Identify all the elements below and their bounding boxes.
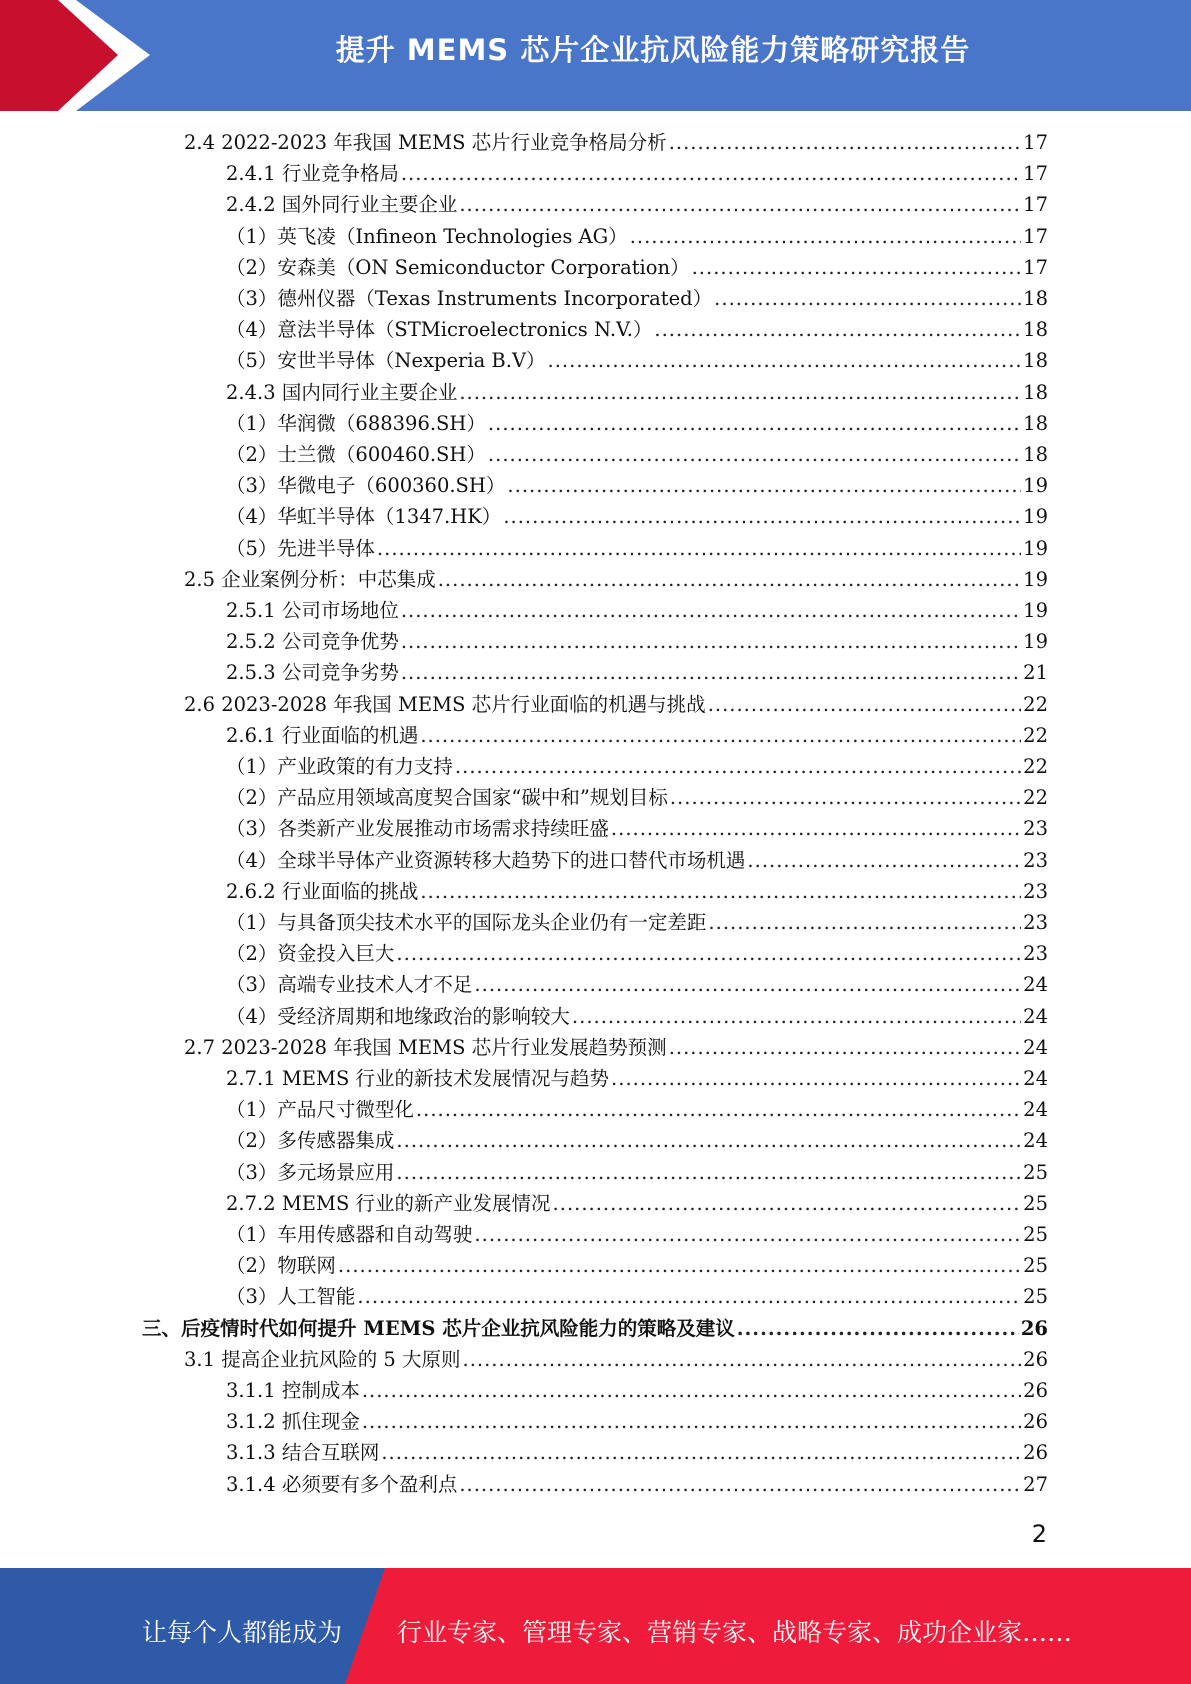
toc-entry-label: 2.5.3 公司竞争劣势 — [226, 661, 399, 684]
toc-leader-dots — [396, 938, 1021, 969]
toc-entry-page: 22 — [1023, 693, 1048, 716]
toc-entry-page: 24 — [1023, 1098, 1048, 1121]
toc-entry-page: 21 — [1023, 661, 1048, 684]
toc-entry-label: （4）意法半导体（STMicroelectronics N.V.） — [226, 318, 653, 341]
toc-entry-label: 2.4 2022-2023 年我国 MEMS 芯片行业竞争格局分析 — [184, 131, 667, 154]
toc-entry[interactable] — [226, 1157, 1048, 1188]
toc-leader-dots — [420, 876, 1021, 907]
toc-entry-label: （5）先进半导体 — [226, 537, 375, 560]
toc-entry-label: 2.5 企业案例分析：中芯集成 — [184, 568, 436, 591]
toc-entry-page: 19 — [1023, 537, 1048, 560]
toc-entry[interactable] — [226, 1437, 1048, 1468]
toc-entry-page: 17 — [1023, 131, 1048, 154]
toc-leader-dots — [338, 1250, 1021, 1281]
toc-leader-dots — [474, 1219, 1021, 1250]
toc-entry[interactable] — [226, 377, 1048, 408]
toc-entry-page: 17 — [1023, 225, 1048, 248]
toc-entry-label: （2）物联网 — [226, 1254, 336, 1277]
toc-leader-dots — [737, 1313, 1019, 1344]
toc-entry-label: （1）产品尺寸微型化 — [226, 1098, 414, 1121]
toc-leader-dots — [747, 845, 1021, 876]
toc-entry-page: 18 — [1023, 349, 1048, 372]
toc-entry-page: 24 — [1023, 1005, 1048, 1028]
toc-entry[interactable] — [142, 1313, 1048, 1344]
toc-leader-dots — [488, 439, 1021, 470]
toc-leader-dots — [362, 1406, 1021, 1437]
toc-leader-dots — [396, 1157, 1021, 1188]
toc-entry-page: 25 — [1023, 1192, 1048, 1215]
toc-entry-page: 18 — [1023, 412, 1048, 435]
toc-leader-dots — [381, 1437, 1021, 1468]
toc-leader-dots — [714, 283, 1021, 314]
toc-entry[interactable] — [226, 782, 1048, 813]
toc-leader-dots — [548, 345, 1022, 376]
toc-entry-label: （2）资金投入巨大 — [226, 942, 395, 965]
toc-leader-dots — [401, 595, 1021, 626]
toc-entry-page: 17 — [1023, 162, 1048, 185]
toc-entry-label: （1）产业政策的有力支持 — [226, 755, 453, 778]
toc-leader-dots — [474, 969, 1021, 1000]
toc-entry[interactable] — [226, 657, 1048, 688]
toc-leader-dots — [438, 564, 1021, 595]
toc-entry-page: 22 — [1023, 724, 1048, 747]
toc-entry[interactable] — [226, 907, 1048, 938]
toc-entry-page: 23 — [1023, 911, 1048, 934]
toc-leader-dots — [708, 689, 1021, 720]
toc-entry[interactable] — [184, 1344, 1048, 1375]
toc-leader-dots — [503, 501, 1021, 532]
header-title: 提升 MEMS 芯片企业抗风险能力策略研究报告 — [335, 33, 971, 67]
toc-entry-page: 23 — [1023, 880, 1048, 903]
toc-leader-dots — [377, 533, 1021, 564]
toc-entry-label: （3）华微电子（600360.SH） — [226, 474, 506, 497]
toc-entry[interactable] — [226, 345, 1048, 376]
toc-entry-label: （1）与具备顶尖技术水平的国际龙头企业仍有一定差距 — [226, 911, 707, 934]
toc-entry[interactable] — [226, 501, 1048, 532]
toc-entry-label: （3）各类新产业发展推动市场需求持续旺盛 — [226, 817, 609, 840]
toc-entry[interactable] — [226, 221, 1048, 252]
toc-entry-page: 18 — [1023, 443, 1048, 466]
toc-leader-dots — [459, 377, 1021, 408]
toc-entry-label: 3.1.1 控制成本 — [226, 1379, 360, 1402]
toc-leader-dots — [630, 221, 1021, 252]
toc-leader-dots — [488, 408, 1021, 439]
toc-entry-label: （5）安世半导体（Nexperia B.V） — [226, 349, 546, 372]
toc-entry-label: 2.5.2 公司竞争优势 — [226, 630, 399, 653]
toc-entry-label: （1）华润微（688396.SH） — [226, 412, 486, 435]
toc-leader-dots — [572, 1001, 1021, 1032]
toc-leader-dots — [420, 720, 1021, 751]
toc-entry[interactable] — [226, 314, 1048, 345]
toc-entry[interactable] — [226, 1219, 1048, 1250]
toc-entry-label: 3.1.4 必须要有多个盈利点 — [226, 1473, 458, 1496]
toc-entry[interactable] — [226, 1188, 1048, 1219]
toc-entry[interactable] — [226, 408, 1048, 439]
toc-entry-page: 17 — [1023, 256, 1048, 279]
toc-entry-label: （2）产品应用领域高度契合国家“碳中和”规划目标 — [226, 786, 668, 809]
toc-leader-dots — [459, 189, 1021, 220]
toc-entry-page: 25 — [1023, 1254, 1048, 1277]
toc-entry[interactable] — [226, 876, 1048, 907]
toc-entry-label: （4）全球半导体产业资源转移大趋势下的进口替代市场机遇 — [226, 849, 746, 872]
toc-entry-page: 26 — [1020, 1317, 1048, 1340]
toc-entry-page: 19 — [1023, 474, 1048, 497]
toc-entry[interactable] — [226, 938, 1048, 969]
toc-entry[interactable] — [226, 439, 1048, 470]
toc-leader-dots — [459, 1469, 1021, 1500]
toc-entry[interactable] — [226, 969, 1048, 1000]
toc-entry-label: 三、后疫情时代如何提升 MEMS 芯片企业抗风险能力的策略及建议 — [142, 1317, 735, 1340]
toc-leader-dots — [553, 1188, 1022, 1219]
toc-entry[interactable] — [226, 720, 1048, 751]
toc-entry-label: （3）多元场景应用 — [226, 1161, 395, 1184]
toc-entry[interactable] — [226, 845, 1048, 876]
toc-entry[interactable] — [226, 1063, 1048, 1094]
toc-entry[interactable] — [226, 1375, 1048, 1406]
toc-entry-page: 19 — [1023, 505, 1048, 528]
toc-entry-page: 27 — [1023, 1473, 1048, 1496]
toc-leader-dots — [611, 1063, 1021, 1094]
toc-entry-page: 23 — [1023, 942, 1048, 965]
toc-leader-dots — [507, 470, 1021, 501]
toc-entry[interactable] — [184, 564, 1048, 595]
toc-entry-label: 2.6 2023-2028 年我国 MEMS 芯片行业面临的机遇与挑战 — [184, 693, 706, 716]
toc-entry-page: 24 — [1023, 1067, 1048, 1090]
toc-entry-page: 22 — [1023, 786, 1048, 809]
toc-entry-page: 18 — [1023, 318, 1048, 341]
toc-entry-page: 26 — [1023, 1379, 1048, 1402]
toc-entry-label: 3.1.3 结合互联网 — [226, 1441, 380, 1464]
toc-entry[interactable] — [226, 1094, 1048, 1125]
toc-entry-label: 2.4.2 国外同行业主要企业 — [226, 193, 458, 216]
toc-leader-dots — [357, 1281, 1021, 1312]
toc-entry-page: 18 — [1023, 287, 1048, 310]
toc-entry[interactable] — [226, 626, 1048, 657]
toc-entry-page: 19 — [1023, 599, 1048, 622]
toc-leader-dots — [455, 751, 1021, 782]
toc-entry-page: 19 — [1023, 630, 1048, 653]
toc-leader-dots — [401, 657, 1021, 688]
toc-entry-page: 22 — [1023, 755, 1048, 778]
toc-entry-label: （1）车用传感器和自动驾驶 — [226, 1223, 473, 1246]
toc-entry-label: 2.6.2 行业面临的挑战 — [226, 880, 419, 903]
toc-leader-dots — [611, 813, 1021, 844]
toc-leader-dots — [401, 158, 1021, 189]
toc-entry-page: 25 — [1023, 1223, 1048, 1246]
toc-entry-page: 24 — [1023, 1129, 1048, 1152]
page-number: 2 — [1031, 1520, 1047, 1548]
toc-entry-page: 25 — [1023, 1161, 1048, 1184]
toc-entry[interactable] — [226, 470, 1048, 501]
toc-entry-label: 2.7.2 MEMS 行业的新产业发展情况 — [226, 1192, 551, 1215]
toc-entry-page: 19 — [1023, 568, 1048, 591]
toc-entry[interactable] — [184, 1032, 1048, 1063]
toc-entry-label: （1）英飞凌（Infineon Technologies AG） — [226, 225, 628, 248]
toc-leader-dots — [463, 1344, 1022, 1375]
toc-entry-page: 24 — [1023, 1036, 1048, 1059]
toc-entry[interactable] — [226, 1125, 1048, 1156]
toc-entry-page: 26 — [1023, 1441, 1048, 1464]
toc-entry[interactable] — [226, 158, 1048, 189]
footer-slogan-left: 让每个人都能成为 — [142, 1618, 343, 1647]
toc-entry[interactable] — [226, 1250, 1048, 1281]
toc-leader-dots — [708, 907, 1021, 938]
toc-leader-dots — [669, 127, 1021, 158]
toc-entry[interactable] — [184, 127, 1048, 158]
header-arrow-decoration — [0, 0, 160, 111]
toc-entry-label: （2）安森美（ON Semiconductor Corporation） — [226, 256, 690, 279]
toc-entry[interactable] — [226, 1406, 1048, 1437]
toc-leader-dots — [669, 1032, 1021, 1063]
toc-entry-label: （2）多传感器集成 — [226, 1129, 395, 1152]
toc-entry-label: （3）高端专业技术人才不足 — [226, 973, 473, 996]
toc-entry-label: （3）人工智能 — [226, 1285, 356, 1308]
page-header — [0, 0, 1191, 111]
toc-entry-page: 18 — [1023, 381, 1048, 404]
toc-entry-label: 2.7 2023-2028 年我国 MEMS 芯片行业发展趋势预测 — [184, 1036, 667, 1059]
toc-entry[interactable] — [226, 252, 1048, 283]
toc-entry[interactable] — [226, 283, 1048, 314]
toc-entry-label: （2）士兰微（600460.SH） — [226, 443, 486, 466]
toc-entry-page: 17 — [1023, 193, 1048, 216]
toc-leader-dots — [670, 782, 1021, 813]
toc-entry-label: 2.6.1 行业面临的机遇 — [226, 724, 419, 747]
toc-entry-page: 26 — [1023, 1410, 1048, 1433]
toc-entry-page: 26 — [1023, 1348, 1048, 1371]
toc-leader-dots — [362, 1375, 1021, 1406]
toc-entry-page: 24 — [1023, 973, 1048, 996]
toc-entry-label: 3.1.2 抓住现金 — [226, 1410, 360, 1433]
toc-entry[interactable] — [226, 1281, 1048, 1312]
page-footer — [0, 1568, 1191, 1684]
toc-entry-page: 23 — [1023, 817, 1048, 840]
toc-leader-dots — [654, 314, 1021, 345]
toc-leader-dots — [416, 1094, 1021, 1125]
toc-entry-label: （4）受经济周期和地缘政治的影响较大 — [226, 1005, 570, 1028]
toc-entry-label: （4）华虹半导体（1347.HK） — [226, 505, 502, 528]
toc-entry-label: （3）德州仪器（Texas Instruments Incorporated） — [226, 287, 713, 310]
toc-entry[interactable] — [226, 533, 1048, 564]
footer-slogan-right: 行业专家、管理专家、营销专家、战略专家、成功企业家…… — [397, 1618, 1073, 1647]
toc-entry[interactable] — [226, 813, 1048, 844]
toc-entry[interactable] — [226, 189, 1048, 220]
toc-entry[interactable] — [226, 1001, 1048, 1032]
toc-entry-label: 2.7.1 MEMS 行业的新技术发展情况与趋势 — [226, 1067, 610, 1090]
toc-entry-label: 2.5.1 公司市场地位 — [226, 599, 399, 622]
toc-entry[interactable] — [184, 689, 1048, 720]
toc-entry[interactable] — [226, 1469, 1048, 1500]
toc-entry-page: 23 — [1023, 849, 1048, 872]
toc-leader-dots — [401, 626, 1021, 657]
toc-leader-dots — [396, 1125, 1021, 1156]
toc-leader-dots — [692, 252, 1022, 283]
toc-entry-label: 3.1 提高企业抗风险的 5 大原则 — [184, 1348, 461, 1371]
toc-entry-label: 2.4.1 行业竞争格局 — [226, 162, 399, 185]
toc-entry-page: 25 — [1023, 1285, 1048, 1308]
toc-entry[interactable] — [226, 595, 1048, 626]
toc-entry-label: 2.4.3 国内同行业主要企业 — [226, 381, 458, 404]
toc-entry[interactable] — [226, 751, 1048, 782]
